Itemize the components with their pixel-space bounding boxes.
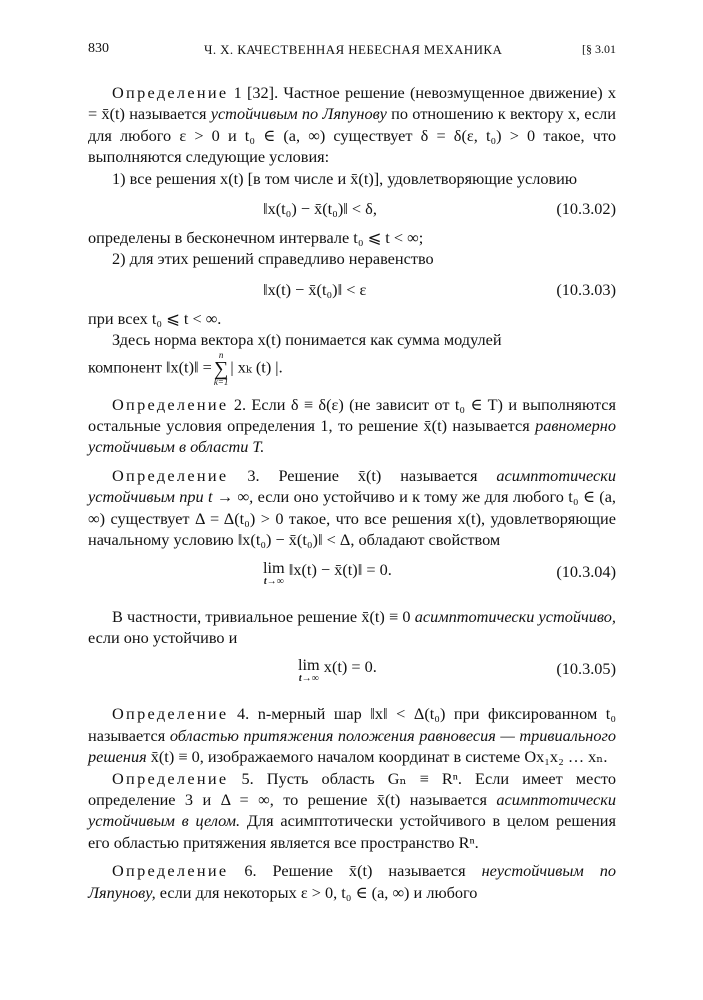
trivial-solution-text: В частности, тривиальное решение x̄(t) ≡ 0 асимптотически устойчиво, если оно устойчиво и [88, 606, 616, 647]
running-title: Ч. X. КАЧЕСТВЕННАЯ НЕБЕСНАЯ МЕХАНИКА [204, 42, 503, 57]
equation-number: (10.3.04) [556, 561, 616, 581]
equation-number: (10.3.05) [556, 659, 616, 679]
equation-number: (10.3.03) [556, 279, 616, 299]
equation-10-3-05 [88, 648, 616, 696]
definition-1: Определение 1 [32]. Частное решение (невозмущенное движение) x = x̄(t) называется устойчивым по Ляпунову по отношению к вектору x, если для любого ε > 0 и t₀ ∈ (a, ∞) существует δ = δ(ε, t₀) > 0 такое, что выполняются следующие условия: [88, 83, 617, 167]
norm-definition-text: Здесь норма вектора x(t) понимается как сумма модулей [112, 330, 502, 350]
equation-10-3-02 [88, 189, 616, 227]
definition-2: Определение 2. Если δ ≡ δ(ε) (не зависит от t₀ ∈ T) и выполняются остальные условия определения 1, то решение x̄(t) называется равномерно устойчивым в области T. [88, 394, 616, 457]
definition-6: Определение 6. Решение x̄(t) называется неустойчивым по Ляпунову, если для некоторых ε > 0, t₀ ∈ (a, ∞) и любого [88, 861, 616, 902]
definition-5: Определение 5. Пусть область Gₙ ≡ Rⁿ. Если имеет место определение 3 и Δ = ∞, то решение x̄(t) называется асимптотически устойчивым в целом. Для асимптотически устойчивого в целом решения его областью притяжения является все пространство Rⁿ. [88, 768, 616, 852]
equation-10-3-04 [88, 551, 616, 599]
page-number: 830 [88, 41, 109, 56]
limit-operator: lim t→∞ [298, 655, 320, 685]
sum-operator: n ∑ k=1 [213, 349, 229, 387]
page-header [88, 38, 616, 60]
equation-formula: ‖x(t) − x̄(t₀)‖ < ε [263, 279, 367, 299]
norm-formula: компонент ‖x(t)‖ = n ∑ k=1 | xₖ (t) |. [88, 349, 283, 387]
limit-operator: lim t→∞ [263, 557, 285, 587]
definition-4: Определение 4. n-мерный шар ‖x‖ < Δ(t₀) при фиксированном t₀ называется областью притяжения положения равновесия — тривиального решения x̄(t) ≡ 0, изображаемого началом координат в системе Ox₁x₂ … xₙ. [88, 704, 616, 767]
definition-3: Определение 3. Решение x̄(t) называется асимптотически устойчивым при t → ∞, если оно устойчиво и к тому же для любого t₀ ∈ (a, ∞) существует Δ = Δ(t₀) > 0 такое, что все решения x(t), удовлетворяющие начальному условию ‖x(t₀) − x̄(t₀)‖ < Δ, обладают свойством [88, 465, 616, 550]
after-equation-text: при всех t₀ ⩽ t < ∞. [88, 308, 222, 328]
equation-formula: ‖x(t₀) − x̄(t₀)‖ < δ, [263, 199, 377, 219]
book-page [88, 38, 616, 903]
equation-formula: lim t→∞ x(t) = 0. [298, 655, 377, 685]
section-label: [§ 3.01 [582, 42, 616, 56]
equation-10-3-03 [88, 270, 616, 308]
condition-1: 1) все решения x(t) [в том числе и x̄(t)], удовлетворяющие условию [112, 168, 578, 188]
after-equation-text: определены в бесконечном интервале t₀ ⩽ t < ∞; [88, 228, 424, 248]
condition-2: 2) для этих решений справедливо неравенство [112, 249, 434, 269]
equation-number: (10.3.02) [556, 199, 616, 219]
equation-formula: lim t→∞ ‖x(t) − x̄(t)‖ = 0. [263, 557, 392, 587]
